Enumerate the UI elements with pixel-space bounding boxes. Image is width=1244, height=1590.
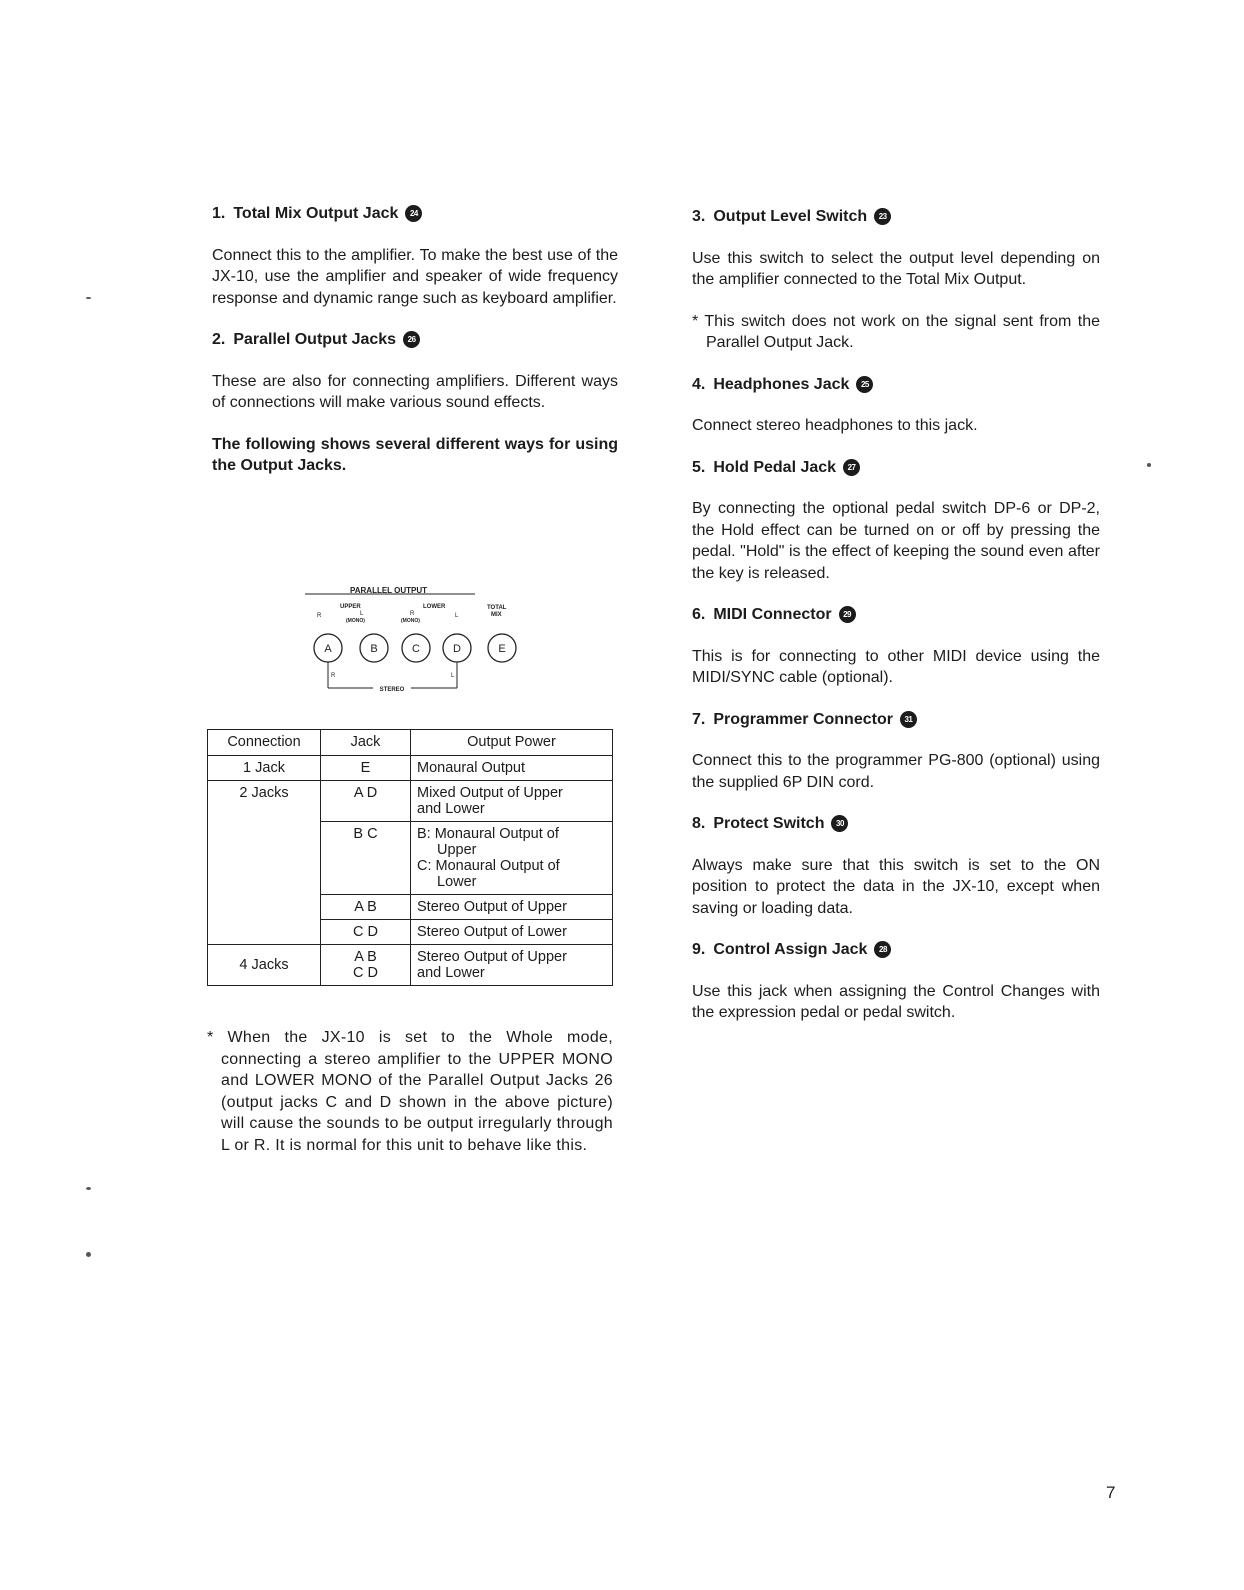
section-6-heading: [692, 604, 1100, 626]
section-1-heading: [212, 203, 618, 225]
table-row: [208, 781, 613, 822]
reference-badge: 25: [856, 376, 873, 393]
footnote-body: When the JX-10 is set to the Whole mode, connecting a stereo amplifier to the UPPER MONO and LOWER MONO of the Parallel Output Jacks 26 (output jacks C and D shown in the above picture) will cause the sounds to be output irregularly through L or R. It is normal for this unit to behave like this.: [221, 1029, 613, 1154]
section-title: Headphones Jack: [713, 375, 850, 393]
section-number: 4.: [692, 375, 706, 393]
output-line: B: Monaural Output of: [417, 826, 559, 842]
section-title: Control Assign Jack: [713, 941, 868, 958]
cell-connection: 2 Jacks: [208, 781, 321, 945]
reference-badge: 29: [839, 606, 856, 623]
mix-label: MIX: [491, 612, 502, 618]
section-9-body: Use this jack when assigning the Control Changes with the expression pedal or pedal switch.: [692, 982, 1100, 1021]
section-title: Protect Switch: [713, 815, 825, 832]
section-7-body: Connect this to the programmer PG-800 (optional) using the supplied 6P DIN cord.: [692, 752, 1100, 791]
lower-label: LOWER: [423, 604, 446, 610]
l-label-2: L: [455, 613, 459, 619]
cell-output: Monaural Output: [411, 756, 613, 781]
reference-badge: 26: [403, 331, 420, 348]
cell-output: [411, 945, 613, 986]
table-row: [208, 945, 613, 986]
section-8-body: Always make sure that this switch is set to the ON position to protect the data in the JX-10, except when saving or loading data.: [692, 856, 1100, 917]
section-2-heading: [212, 329, 618, 351]
reference-badge: 31: [900, 711, 917, 728]
header-connection: Connection: [208, 730, 321, 756]
mono-label-1: (MONO): [346, 618, 365, 624]
section-title: Parallel Output Jacks: [233, 331, 397, 348]
cell-output: Stereo Output of Upper: [411, 895, 613, 920]
jack-circles: [314, 634, 516, 662]
section-7-heading: [692, 709, 1100, 731]
section-4-body: Connect stereo headphones to this jack.: [692, 417, 978, 434]
header-jack: Jack: [321, 730, 411, 756]
upper-label: UPPER: [340, 604, 361, 610]
output-line: Mixed Output of Upper: [417, 785, 563, 801]
section-5-heading: [692, 457, 1100, 479]
left-column: [212, 203, 618, 477]
right-column: [692, 206, 1100, 1024]
cell-connection: 1 Jack: [208, 756, 321, 781]
section-number: 8.: [692, 815, 706, 832]
section-number: 7.: [692, 710, 706, 728]
jack-c-label: C: [412, 643, 420, 655]
cell-jack: A B: [321, 895, 411, 920]
header-output-power: Output Power: [411, 730, 613, 756]
section-number: 1.: [212, 205, 226, 222]
page-number: 7: [1106, 1483, 1116, 1502]
section-number: 3.: [692, 208, 706, 225]
section-4-heading: [692, 374, 1100, 396]
reference-badge: 23: [874, 208, 891, 225]
r-bottom-label: R: [331, 673, 336, 679]
section-3-note: * This switch does not work on the signal sent from the Parallel Output Jack.: [692, 312, 1100, 351]
section-number: 9.: [692, 941, 706, 958]
reference-badge: 28: [874, 941, 891, 958]
jack-d-label: D: [453, 643, 461, 655]
section-title: Hold Pedal Jack: [713, 458, 837, 476]
section-title: Output Level Switch: [713, 208, 868, 225]
jack-a-label: A: [324, 643, 332, 655]
output-line: and Lower: [417, 965, 485, 981]
output-line: and Lower: [417, 801, 485, 817]
output-line: Stereo Output of Upper: [417, 949, 567, 965]
reference-badge: 24: [405, 205, 422, 222]
jack-b-label: B: [370, 643, 378, 655]
mono-label-2: (MONO): [401, 618, 420, 624]
footnote: [207, 1027, 613, 1156]
l-bottom-label: L: [451, 673, 455, 679]
section-8-heading: [692, 813, 1100, 835]
table-row: [208, 756, 613, 781]
section-title: MIDI Connector: [713, 606, 832, 623]
cell-jack: [321, 945, 411, 986]
jack-e-label: E: [498, 643, 506, 655]
output-line: Upper: [437, 842, 477, 858]
output-line: C: Monaural Output of: [417, 858, 560, 874]
parallel-output-label: PARALLEL OUTPUT: [350, 586, 428, 595]
section-2-body: These are also for connecting amplifiers. Different ways of connections will make various sound effects.: [212, 372, 618, 411]
reference-badge: 30: [831, 815, 848, 832]
scan-speck: [1147, 463, 1151, 467]
cell-jack: C D: [321, 920, 411, 945]
table-header-row: [208, 730, 613, 756]
cell-jack: A D: [321, 781, 411, 822]
cell-output: Stereo Output of Lower: [411, 920, 613, 945]
r-label-1: R: [317, 613, 322, 619]
section-number: 5.: [692, 458, 706, 476]
note-body: This switch does not work on the signal sent from the Parallel Output Jack.: [704, 312, 1100, 351]
cell-jack: B C: [321, 822, 411, 895]
cell-connection: 4 Jacks: [208, 945, 321, 986]
total-label: TOTAL: [487, 605, 507, 611]
cell-jack: E: [321, 756, 411, 781]
reference-badge: 27: [843, 459, 860, 476]
section-6-body: This is for connecting to other MIDI device using the MIDI/SYNC cable (optional).: [692, 647, 1100, 686]
section-number: 2.: [212, 331, 226, 348]
output-line: Lower: [437, 874, 477, 890]
section-9-heading: [692, 939, 1100, 961]
scan-speck: [86, 1252, 91, 1257]
section-3-body: Use this switch to select the output level depending on the amplifier connected to the Total Mix Output.: [692, 249, 1100, 288]
connection-table: [207, 729, 613, 986]
l-label-1: L: [360, 611, 364, 617]
r-label-2: R: [410, 611, 415, 617]
jack-line: C D: [353, 965, 378, 981]
stereo-label: STEREO: [379, 687, 405, 693]
footnote-text: * When the JX-10 is set to the Whole mode, connecting a stereo amplifier to the UPPER MONO and LOWER MONO of the Parallel Output Jacks 26 (output jacks C and D shown in the above picture) will cause the sounds to be output irregularly through L or R. It is normal for this unit to behave like this.: [207, 1029, 613, 1154]
section-1-body: Connect this to the amplifier. To make the best use of the JX-10, use the amplifier and speaker of wide frequency response and dynamic range such as keyboard amplifier.: [212, 246, 618, 307]
following-heading: The following shows several different ways for using the Output Jacks.: [212, 435, 618, 474]
section-3-heading: [692, 206, 1100, 228]
parallel-output-diagram: [305, 582, 535, 694]
jack-line: A B: [354, 949, 377, 965]
section-number: 6.: [692, 606, 706, 623]
cell-output: [411, 822, 613, 895]
section-5-body: By connecting the optional pedal switch DP-6 or DP-2, the Hold effect can be turned on or off by pressing the pedal. "Hold" is the effect of keeping the sound even after the key is released.: [692, 500, 1100, 582]
section-title: Programmer Connector: [713, 710, 893, 728]
scan-speck: [86, 1187, 91, 1190]
scan-speck: [86, 297, 91, 299]
section-title: Total Mix Output Jack: [233, 205, 399, 222]
cell-output: [411, 781, 613, 822]
